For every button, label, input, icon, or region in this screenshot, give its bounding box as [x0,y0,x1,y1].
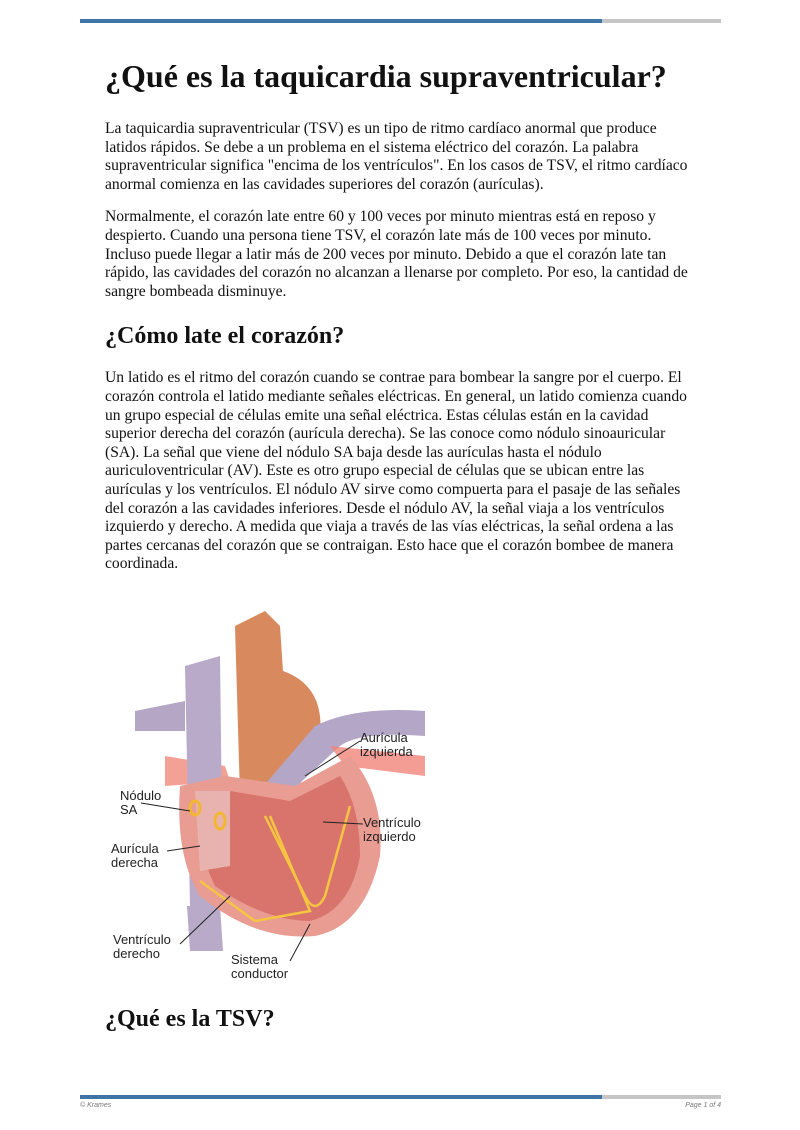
top-progress-fill [80,19,602,23]
label-sistema-conductor: Sistema conductor [231,951,289,981]
intro-paragraph-1: La taquicardia supraventricular (TSV) es un tipo de ritmo cardíaco anormal que produce latidos rápidos. Se debe a un problema en el sistema eléctrico del corazón. La palabra supraventricular significa "encima de los ventrículos". En los casos de TSV, el ritmo cardíaco anormal comienza en las cavidades superiores del corazón (aurículas). [105,120,688,193]
footer-page-number: Page 1 of 4 [685,1102,721,1109]
label-ventriculo-izquierdo: Ventrículo izquierdo [363,814,421,844]
document-content [105,56,695,1052]
label-nodulo-sa: Nódulo SA [120,787,162,817]
top-progress-bar [80,19,721,23]
bottom-progress-bar [80,1095,721,1099]
footer-copyright: © Krames [80,1102,112,1109]
intro-paragraph-2: Normalmente, el corazón late entre 60 y 100 veces por minuto mientras está en reposo y despierto. Cuando una persona tiene TSV, el corazón late más de 100 veces por minuto. Incluso puede llegar a latir más de 200 veces por minuto. Debido a que el corazón late tan rápido, las cavidades del corazón no alcanzan a llenarse por completo. Por eso, la cantidad de sangre bombeada disminuye. [105,208,688,300]
heartbeat-paragraph: Un latido es el ritmo del corazón cuando se contrae para bombear la sangre por el cuerpo. El corazón controla el latido mediante señales eléctricas. En general, un latido comienza cuando un grupo especial de células emite una señal eléctrica. Estas células están en la cavidad superior derecha del corazón (aurícula derecha). Se las conoce como nódulo sinoauricular (SA). La señal que viene del nódulo SA baja desde las aurículas hasta el nódulo auriculoventricular (AV). Este es otro grupo especial de células que se ubican entre las aurículas y los ventrículos. El nódulo AV sirve como compuerta para el pasaje de las señales del corazón a las cavidades inferiores. Desde el nódulo AV, la señal viaja a los ventrículos izquierdo y derecho. A medida que viaja a través de las vías eléctricas, la señal ordena a las partes cercanas del corazón que se contraigan. Esto hace que el corazón bombee de manera coordinada. [105,369,687,573]
label-auricula-izquierda: Aurícula izquierda [360,729,413,759]
section-heading-heartbeat: ¿Cómo late el corazón? [105,323,345,350]
page-title: ¿Qué es la taquicardia supraventricular? [105,58,667,94]
label-ventriculo-derecho: Ventrículo derecho [113,931,171,961]
section-heading-tsv: ¿Qué es la TSV? [105,1005,275,1032]
heart-illustration [105,606,445,986]
bottom-progress-fill [80,1095,602,1099]
label-auricula-derecha: Aurícula derecha [111,840,159,870]
